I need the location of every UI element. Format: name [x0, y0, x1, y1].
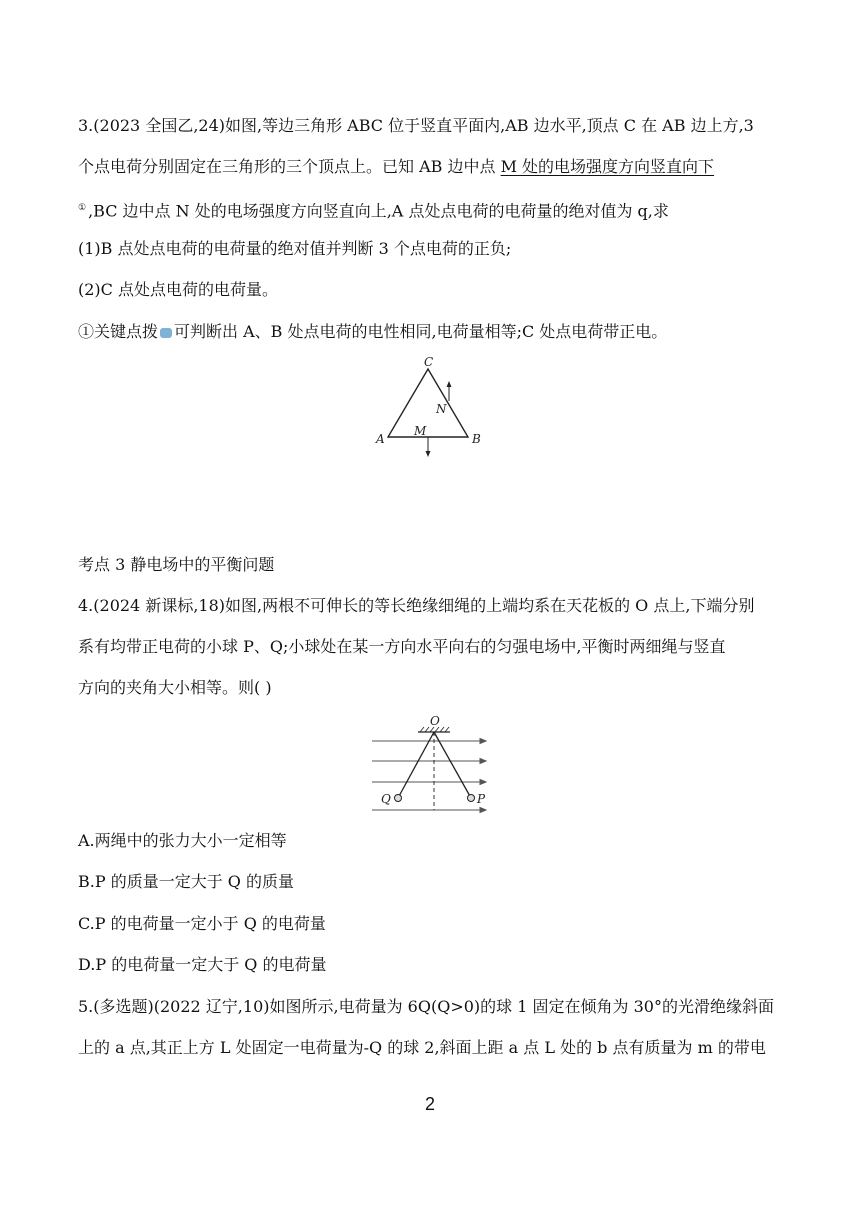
string-q — [398, 732, 434, 798]
q4-line-3: 方向的夹角大小相等。则( ) — [78, 678, 272, 697]
label-m: M — [414, 424, 427, 438]
q4-option-d: D.P 的电荷量一定大于 Q 的电荷量 — [78, 955, 327, 974]
q3-hint — [78, 322, 667, 342]
label-b: B — [472, 432, 481, 446]
ball-q — [395, 795, 402, 802]
section-heading: 考点 3 静电场中的平衡问题 — [78, 555, 275, 574]
label-p: P — [477, 792, 486, 806]
triangle-figure — [370, 355, 490, 465]
q4-option-c: C.P 的电荷量一定小于 Q 的电荷量 — [78, 914, 326, 933]
label-c: C — [424, 355, 434, 369]
q3-line-2 — [78, 157, 714, 177]
q3-part-1: (1)B 点处点电荷的电荷量的绝对值并判断 3 个点电荷的正负; — [78, 239, 512, 258]
q3-line-3 — [78, 198, 669, 221]
hint-label: ①关键点拨 — [78, 322, 159, 341]
q4-line-2: 系有均带正电荷的小球 P、Q;小球处在某一方向水平向右的匀强电场中,平衡时两细绳与竖直 — [78, 637, 726, 656]
label-o: O — [430, 714, 440, 728]
q4-line-1: 4.(2024 新课标,18)如图,两根不可伸长的等长绝缘细绳的上端均系在天花板的 O 点上,下端分别 — [78, 596, 755, 615]
q4-option-b: B.P 的质量一定大于 Q 的质量 — [78, 872, 294, 891]
q3-line-2-text: 个点电荷分别固定在三角形的三个顶点上。已知 AB 边中点 — [78, 157, 501, 176]
arrow-n-head — [447, 381, 452, 387]
hint-text: 可判断出 A、B 处点电荷的电性相同,电荷量相等;C 处点电荷带正电。 — [174, 322, 668, 341]
string-p — [434, 732, 471, 798]
label-a: A — [376, 432, 385, 446]
q3-underlined-text: M 处的电场强度方向竖直向下 — [500, 157, 715, 176]
q4-option-a: A.两绳中的张力大小一定相等 — [78, 831, 287, 850]
q5-line-1: 5.(多选题)(2022 辽宁,10)如图所示,电荷量为 6Q(Q>0)的球 1 固定在倾角为 30°的光滑绝缘斜面 — [78, 997, 774, 1016]
hint-icon — [160, 328, 172, 338]
pendulum-figure — [368, 712, 498, 818]
page-number: 2 — [424, 1094, 435, 1114]
footnote-marker: ① — [78, 203, 87, 213]
ball-p — [468, 795, 475, 802]
label-q: Q — [381, 792, 391, 806]
q3-line-3-text: ,BC 边中点 N 处的电场强度方向竖直向上,A 点处点电荷的电荷量的绝对值为 q,求 — [88, 201, 669, 221]
arrow-m-head — [426, 451, 431, 457]
q3-part-2: (2)C 点处点电荷的电荷量。 — [78, 280, 278, 299]
q5-line-2: 上的 a 点,其正上方 L 处固定一电荷量为-Q 的球 2,斜面上距 a 点 L 处的 b 点有质量为 m 的带电 — [78, 1038, 766, 1057]
triangle-abc — [388, 369, 468, 437]
label-n: N — [436, 402, 447, 416]
q3-line-1: 3.(2023 全国乙,24)如图,等边三角形 ABC 位于竖直平面内,AB 边水平,顶点 C 在 AB 边上方,3 — [78, 116, 754, 135]
